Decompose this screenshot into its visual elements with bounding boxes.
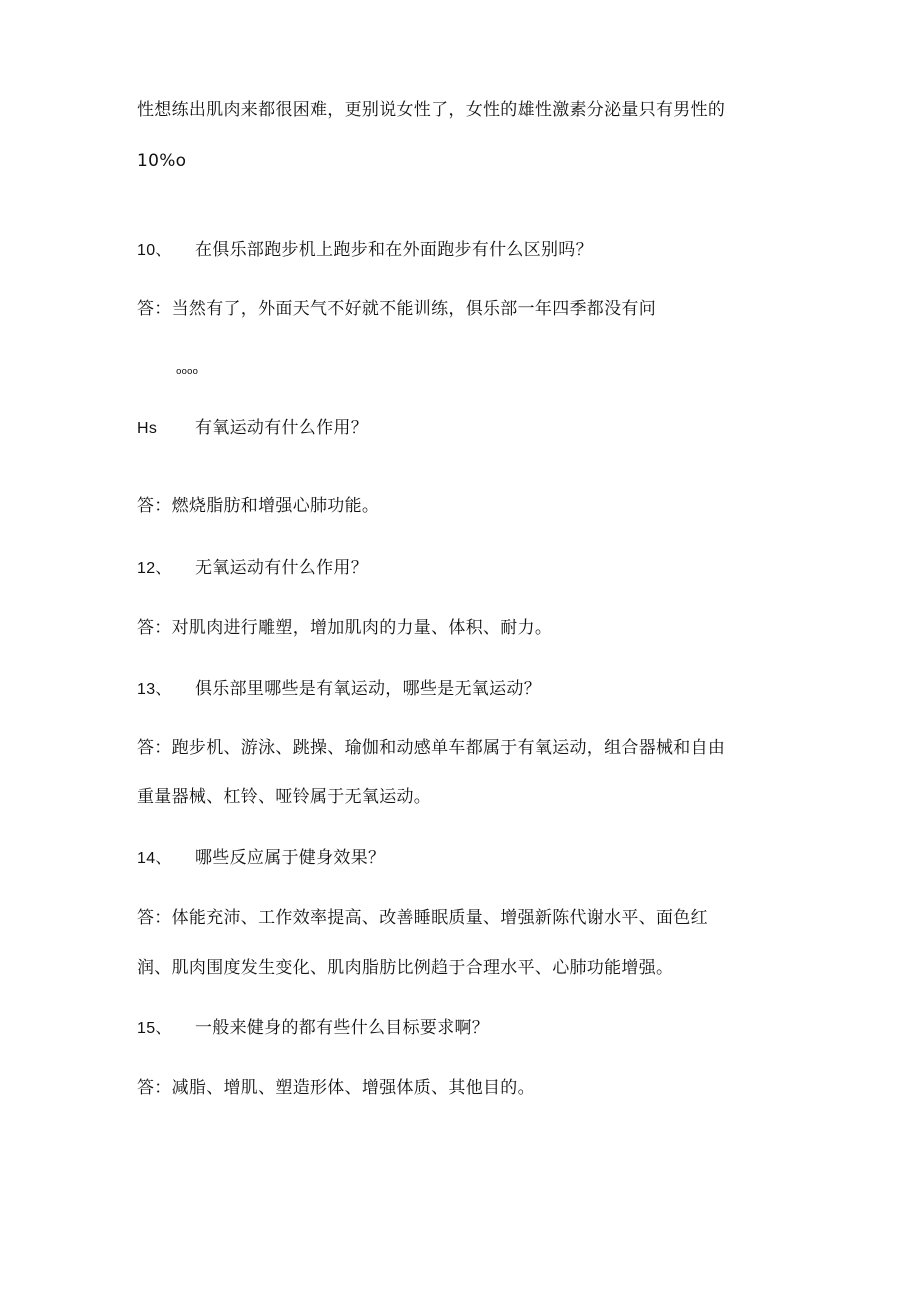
paragraph-line: 性想练出肌肉来都很困难，更别说女性了，女性的雄性激素分泌量只有男性的 [137,100,726,120]
question-number: Hs [137,420,158,437]
answer-15: 答：减脂、增肌、塑造形体、增强体质、其他目的。 [137,1078,535,1098]
question-15 [137,1017,489,1040]
answer-11: 答：燃烧脂肪和增强心肺功能。 [137,496,380,516]
answer-10-continuation: oooo [176,367,199,377]
question-number: 12、 [137,560,172,577]
question-text: 一般来健身的都有些什么目标要求啊？ [195,1018,490,1038]
question-number: 14、 [137,850,172,867]
paragraph-line: 10%o [137,151,187,171]
answer-14: 答：体能充沛、工作效率提高、改善睡眠质量、增强新陈代谢水平、面色红 [137,908,708,928]
question-text: 有氧运动有什么作用？ [195,418,368,438]
question-14 [137,847,385,870]
answer-13-continuation: 重量器械、杠铃、哑铃属于无氧运动。 [137,787,432,807]
question-12 [137,557,368,580]
question-number: 10、 [137,242,172,259]
question-text: 无氧运动有什么作用？ [195,558,368,578]
answer-12: 答：对肌肉进行雕塑，增加肌肉的力量、体积、耐力。 [137,618,553,638]
question-13 [137,678,541,701]
answer-10: 答：当然有了，外面天气不好就不能训练，俱乐部一年四季都没有问 [137,299,656,319]
question-11 [137,417,368,440]
question-text: 哪些反应属于健身效果？ [195,848,386,868]
answer-13: 答：跑步机、游泳、跳操、瑜伽和动感单车都属于有氧运动，组合器械和自由 [137,738,726,758]
question-number: 15、 [137,1020,172,1037]
question-number: 13、 [137,681,172,698]
question-text: 俱乐部里哪些是有氧运动，哪些是无氧运动？ [195,679,541,699]
answer-14-continuation: 润、肌肉围度发生变化、肌肉脂肪比例趋于合理水平、心肺功能增强。 [137,958,674,978]
question-10 [137,239,593,262]
question-text: 在俱乐部跑步机上跑步和在外面跑步有什么区别吗？ [195,240,593,260]
